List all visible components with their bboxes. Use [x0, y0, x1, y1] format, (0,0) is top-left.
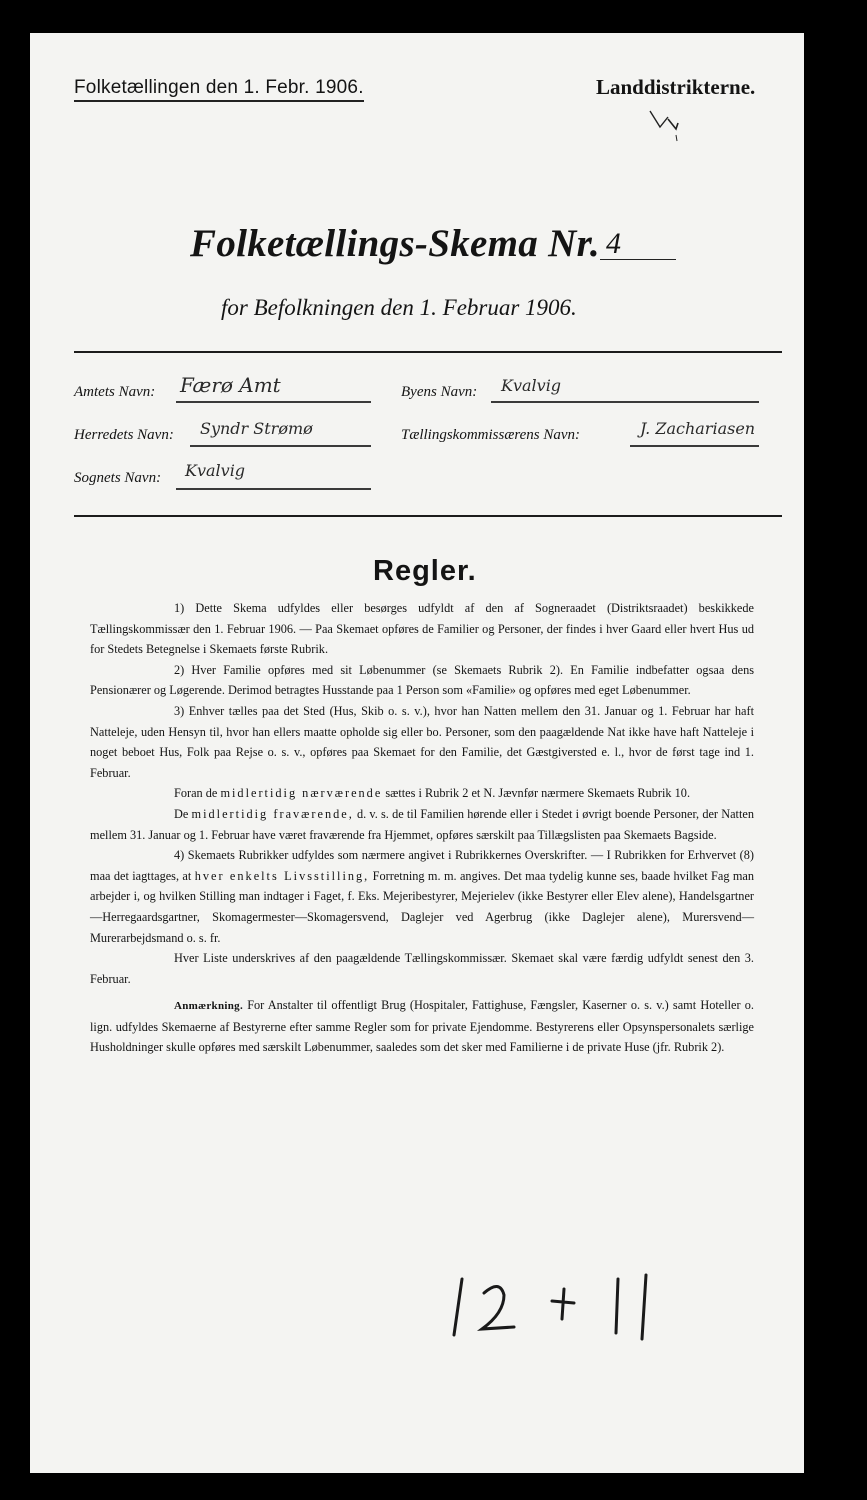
byens-line	[491, 401, 759, 403]
kommissaer-label: Tællingskommissærens Navn:	[401, 427, 581, 443]
form-subtitle: for Befolkningen den 1. Februar 1906.	[221, 295, 577, 320]
rule-4	[90, 845, 754, 948]
sogn-line	[176, 488, 371, 490]
rule-4-post: Forretning m. m. angives. Det maa tydelig kunne ses, baade hvilket Fag man arbejder i, og hvilken Stilling man indtager i Faget, f. Eks. Mejeribestyrer, Mejerielev (ikke Bestyrer eller Elev alene), Handelsgartner—Herregaardsgartner, Skomagermester—Skomagersvend, Daglejer ved Agerbrug (ikke Daglejer alene), Murersvend—Murerarbejdsmand o. s. fr.	[90, 868, 755, 945]
rule-2: 2) Hver Familie opføres med sit Løbenummer (se Skemaets Rubrik 2). En Familie indbefatter ogsaa dens Pensionærer og Løgerende. Derimod betragtes Husstande paa 1 Person som «Familie» og opføres med eget Løbenummer.	[90, 662, 754, 698]
rule-3b	[90, 783, 754, 804]
divider-bottom	[74, 515, 782, 517]
form-number: 4	[600, 229, 676, 260]
divider-top	[74, 351, 782, 353]
note-label: Anmærkning.	[174, 1000, 244, 1013]
rule-3c-emphasis: midlertidig fraværende,	[191, 806, 354, 821]
kommissaer-value: J. Zachariasen	[640, 419, 756, 438]
rules-heading: Regler.	[373, 555, 477, 587]
rule-3c	[90, 804, 754, 845]
herred-label: Herredets Navn:	[74, 427, 174, 443]
sogn-value: Kvalvig	[185, 461, 246, 480]
rule-4-emphasis: hver enkelts Livsstilling,	[194, 868, 370, 883]
rule-1: 1) Dette Skema udfyldes eller besørges udfyldt af den af Sogneraadet (Distriktsraadet) beskikkede Tællingskommissær den 1. Februar 1906. — Paa Skemaet opføres de Familier og Personer, der findes i hver Gaard eller hvert Hus ud for Stedets Betegnelse i Skemaets første Rubrik.	[90, 601, 754, 657]
byens-label: Byens Navn:	[401, 384, 478, 400]
handwritten-count	[448, 1273, 678, 1343]
amt-line	[176, 401, 371, 403]
byens-value: Kvalvig	[501, 376, 562, 395]
check-mark-icon	[646, 105, 686, 145]
rule-3b-emphasis: midlertidig nærværende	[220, 786, 383, 801]
census-header-title: Folketællingen den 1. Febr. 1906.	[74, 77, 364, 102]
rule-3: 3) Enhver tælles paa det Sted (Hus, Skib o. s. v.), hvor han Natten mellem den 31. Januar og 1. Februar har haft Natteleje, uden Hensyn til, hvor han ellers maatte opholde sig eller bo. Personer, som den paagældende Nat ikke have haft Natteleje i noget beboet Hus, Folk paa Rejse o. s. v., opføres paa Skemaet for den Familie, det Gæstgiversted e. l., hvor de først tage ind 1. Februar.	[90, 703, 754, 780]
herred-line	[190, 445, 371, 447]
sogn-label: Sognets Navn:	[74, 470, 162, 486]
district-type-label: Landdistrikterne.	[596, 75, 756, 99]
note	[90, 995, 754, 1058]
census-form-page	[30, 33, 804, 1473]
rule-4-pre: 4) Skemaets Rubrikker udfyldes som nærmere angivet i Rubrikkernes Overskrifter. — I Rubrikken for Erhvervet (8) maa det iagttages, at	[90, 848, 754, 883]
rule-3c-post: d. v. s. de til Familien hørende eller i Stedet i øvrigt boende Personer, der Natten mellem 31. Januar og 1. Februar have været fraværende fra Hjemmet, opføres særskilt paa Tillægslisten paa Skemaets Bagside.	[90, 806, 755, 842]
rule-5: Hver Liste underskrives af den paagældende Tællingskommissær. Skemaet skal være færdig udfyldt senest den 3. Februar.	[90, 951, 754, 986]
rule-3b-pre: Foran de	[174, 786, 218, 801]
amt-value: Færø Amt	[180, 373, 281, 397]
note-text: For Anstalter til offentligt Brug (Hospitaler, Fattighuse, Fængsler, Kaserner o. s. v.) samt Hoteller o. lign. udfyldes Skemaerne af Bestyrerne efter samme Regler som for private Ejendomme. Bestyrerens eller Opsynspersonalets særlige Husholdninger skulle opføres med særskilt Løbenummer, saaledes som det sker med Familierne i de private Huse (jfr. Rubrik 2).	[90, 998, 754, 1055]
rule-3b-post: sættes i Rubrik 2 et N. Jævnfør nærmere Skemaets Rubrik 10.	[385, 786, 691, 801]
kommissaer-line	[630, 445, 759, 447]
amt-label: Amtets Navn:	[74, 384, 156, 400]
rule-3c-pre: De	[174, 806, 189, 821]
herred-value: Syndr Strømø	[200, 419, 313, 438]
form-title: Folketællings-Skema Nr.	[190, 222, 600, 265]
rules-text	[90, 598, 754, 1058]
